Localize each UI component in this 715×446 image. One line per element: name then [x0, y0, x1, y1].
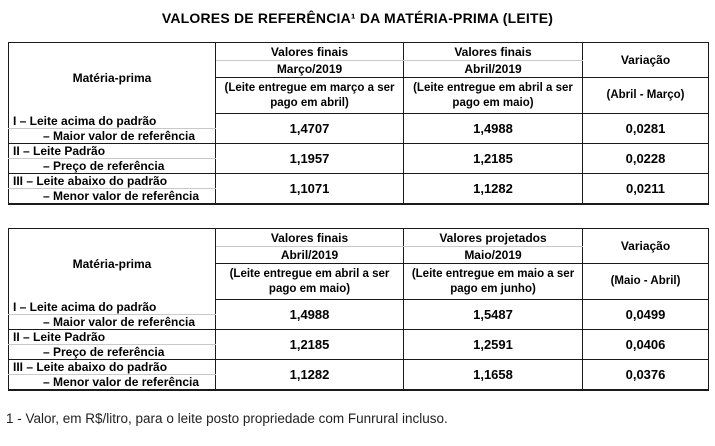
page-title: VALORES DE REFERÊNCIA¹ DA MATÉRIA-PRIMA (LEITE): [161, 10, 554, 26]
value-cell: 1,1282: [216, 360, 404, 391]
variation-cell: 0,0376: [625, 367, 666, 382]
col-a-title: Valores finais: [216, 43, 404, 61]
row-label: III – Leite abaixo do padrão: [9, 174, 216, 189]
reference-table-marco-abril: [8, 42, 709, 205]
variation-note: (Abril - Março): [583, 78, 709, 114]
col-b-note: [404, 264, 583, 300]
variation-cell: 0,0211: [625, 181, 666, 196]
table-row: [9, 114, 709, 129]
row-label: I – Leite acima do padrão: [9, 300, 216, 315]
variation-cell: 0,0228: [583, 144, 709, 174]
row-sublabel: – Maior valor de referência: [9, 315, 216, 330]
value-cell: 1,4988: [404, 114, 583, 144]
table-row: [9, 144, 709, 159]
variation-header: Variação: [583, 229, 709, 264]
reference-table-abril-maio: [8, 228, 709, 391]
note-line: (Leite entregue em abril a ser: [413, 81, 573, 94]
value-cell: 1,2185: [216, 330, 404, 360]
note-line: pago em maio): [452, 96, 534, 109]
materia-prima-header: Matéria-prima: [9, 229, 216, 300]
table-row: [9, 330, 709, 345]
variation-note: (Maio - Abril): [583, 264, 709, 300]
col-a-note: [216, 78, 404, 114]
col-a-period: Março/2019: [216, 61, 404, 78]
header-row-titles: [9, 229, 709, 247]
note-line: (Leite entregue em abril a ser: [229, 267, 390, 280]
value-cell: 1,5487: [404, 300, 583, 330]
note-line: (Leite entregue em maio a ser: [411, 267, 575, 280]
value-cell: 1,4988: [216, 300, 404, 330]
value-cell: 1,1282: [404, 174, 583, 205]
table-row: [9, 360, 709, 375]
variation-cell: 0,0281: [583, 114, 709, 144]
variation-cell: 0,0499: [583, 300, 709, 330]
col-b-period: Abril/2019: [404, 61, 583, 78]
value-cell: 1,2591: [404, 330, 583, 360]
header-row-titles: [9, 43, 709, 61]
row-label: II – Leite Padrão: [9, 144, 216, 159]
col-b-title: Valores finais: [404, 43, 583, 61]
variation-cell: 0,0406: [583, 330, 709, 360]
col-a-title: Valores finais: [216, 229, 404, 247]
variation-header: Variação: [583, 43, 709, 78]
note-line: pago em abril): [270, 96, 349, 109]
footnote: 1 - Valor, em R$/litro, para o leite posto propriedade com Funrural incluso.: [6, 411, 448, 426]
table-row: [9, 174, 709, 189]
value-cell: 1,4707: [216, 114, 404, 144]
col-b-title: Valores projetados: [404, 229, 583, 247]
row-label: I – Leite acima do padrão: [9, 114, 216, 129]
row-sublabel: – Menor valor de referência: [9, 375, 216, 391]
value-cell: 1,1071: [216, 174, 404, 205]
value-cell: 1,1658: [404, 360, 583, 391]
col-a-period: Abril/2019: [216, 247, 404, 264]
note-line: (Leite entregue em março a ser: [224, 81, 395, 94]
value-cell: 1,1957: [216, 144, 404, 174]
table-row: [9, 300, 709, 315]
row-sublabel: – Preço de referência: [9, 159, 216, 174]
note-line: pago em junho): [450, 282, 536, 295]
row-sublabel: – Menor valor de referência: [9, 189, 216, 205]
row-label: III – Leite abaixo do padrão: [9, 360, 216, 375]
col-a-note: [216, 264, 404, 300]
row-label: II – Leite Padrão: [9, 330, 216, 345]
col-b-note: [404, 78, 583, 114]
row-sublabel: – Maior valor de referência: [9, 129, 216, 144]
value-cell: 1,2185: [404, 144, 583, 174]
materia-prima-header: Matéria-prima: [9, 43, 216, 114]
row-sublabel: – Preço de referência: [9, 345, 216, 360]
col-b-period: Maio/2019: [404, 247, 583, 264]
note-line: pago em maio): [268, 282, 351, 295]
